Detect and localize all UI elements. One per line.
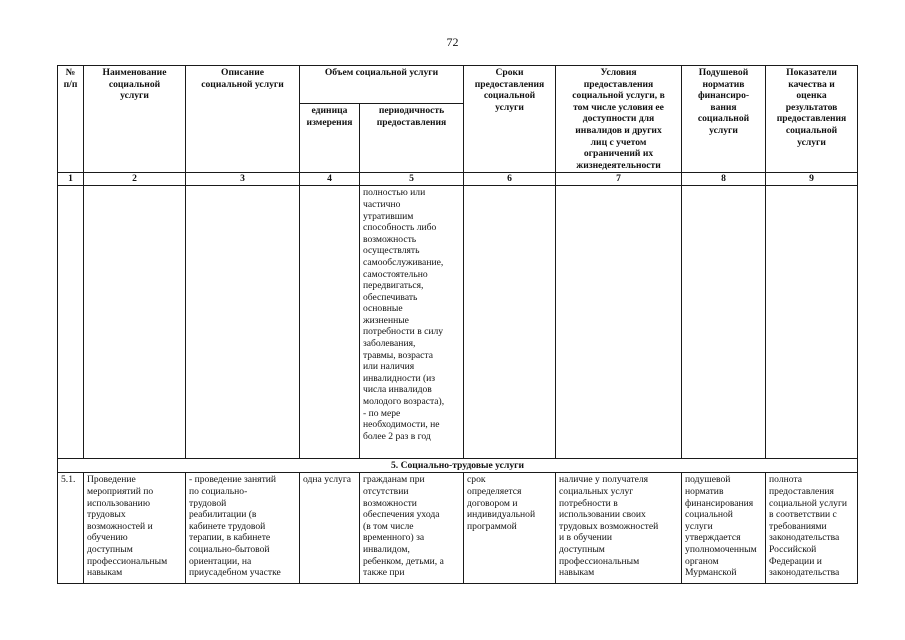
section-row	[58, 459, 858, 473]
column-number: 1	[58, 173, 84, 186]
header-row	[58, 66, 858, 104]
section-title: 5. Социально-трудовые услуги	[58, 459, 858, 473]
column-number: 7	[556, 173, 682, 186]
table-row	[58, 473, 858, 584]
column-number: 5	[360, 173, 464, 186]
column-number: 4	[300, 173, 360, 186]
page-number: 72	[446, 35, 459, 49]
continuation-cell	[766, 186, 858, 459]
row-frequency: гражданам при отсутствии возможности обеспечения ухода (в том числе временного) за инвалидом, ребенком, детьми, а также при	[360, 473, 464, 584]
header-unit: единица измерения	[300, 104, 360, 173]
social-services-table	[57, 65, 858, 584]
row-description: - проведение занятий по социально- трудовой реабилитации (в кабинете трудовой терапии, в кабинете социально-бытовой ориентации, на приусадебном участке	[186, 473, 300, 584]
row-unit: одна услуга	[300, 473, 360, 584]
continuation-cell	[186, 186, 300, 459]
continuation-cell	[84, 186, 186, 459]
continuation-cell	[556, 186, 682, 459]
header-indicators: Показатели качества и оценка результатов предоставления социальной услуги	[766, 66, 858, 173]
header-norm: Подушевой норматив финансиро- вания социальной услуги	[682, 66, 766, 173]
column-number-row	[58, 173, 858, 186]
continuation-cell	[58, 186, 84, 459]
column-number: 2	[84, 173, 186, 186]
row-conditions: наличие у получателя социальных услуг потребности в использовании своих трудовых возможностей и в обучении доступным профессиональным навыкам	[556, 473, 682, 584]
column-number: 6	[464, 173, 556, 186]
row-indicators: полнота предоставления социальной услуги в соответствии с требованиями законодательства Российской Федерации и законодательства	[766, 473, 858, 584]
column-number: 3	[186, 173, 300, 186]
continuation-cell	[682, 186, 766, 459]
header-name: Наименование социальной услуги	[84, 66, 186, 173]
continuation-frequency: полностью или частично утратившим способность либо возможность осуществлять самообслуживание, самостоятельно передвигаться, обеспечивать основные жизненные потребности в силу заболевания, травмы, возраста или наличия инвалидности (из числа инвалидов молодого возраста), - по мере необходимости, не более 2 раз в год	[360, 186, 464, 459]
header-terms: Сроки предоставления социальной услуги	[464, 66, 556, 173]
column-number: 8	[682, 173, 766, 186]
header-num: № п/п	[58, 66, 84, 173]
row-name: Проведение мероприятий по использованию трудовых возможностей и обучению доступным профессиональным навыкам	[84, 473, 186, 584]
continuation-cell	[464, 186, 556, 459]
header-frequency: периодичность предоставления	[360, 104, 464, 173]
row-norm: подушевой норматив финансирования социальной услуги утверждается уполномоченным органом Мурманской	[682, 473, 766, 584]
header-description: Описание социальной услуги	[186, 66, 300, 173]
header-volume: Объем социальной услуги	[300, 66, 464, 104]
column-number: 9	[766, 173, 858, 186]
continuation-row	[58, 186, 858, 459]
row-num: 5.1.	[58, 473, 84, 584]
header-conditions: Условия предоставления социальной услуги, в том числе условия ее доступности для инвалидов и других лиц с учетом ограничений их жизнедеятельности	[556, 66, 682, 173]
row-terms: срок определяется договором и индивидуальной программой	[464, 473, 556, 584]
continuation-cell	[300, 186, 360, 459]
